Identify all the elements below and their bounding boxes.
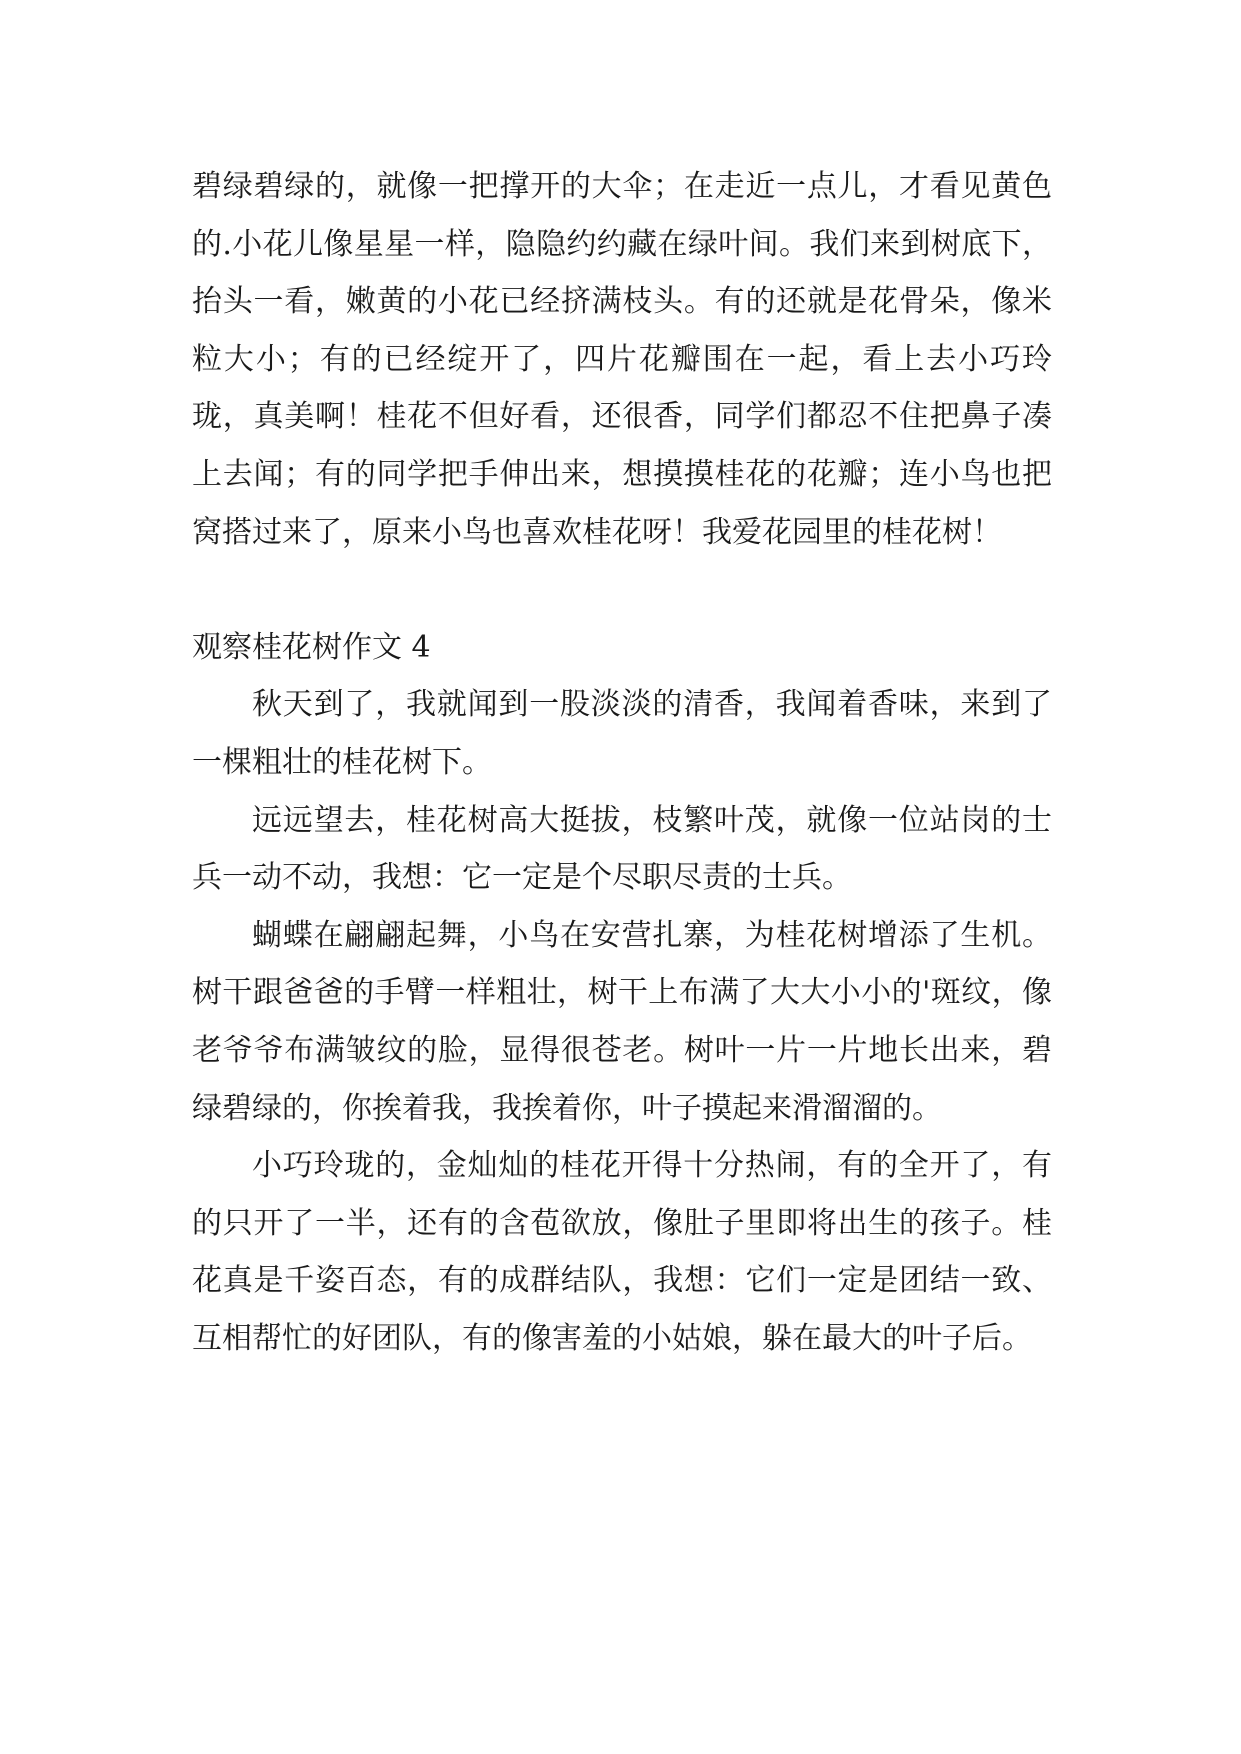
paragraph-4: 小巧玲珑的，金灿灿的桂花开得十分热闹，有的全开了，有的只开了一半，还有的含苞欲放，像肚子里即将出生的孩子。桂花真是千姿百态，有的成群结队，我想：它们一定是团结一致、互相帮忙的好团队，有的像害羞的小姑娘，躲在最大的叶子后。 xyxy=(192,1148,1052,1356)
section-title: 观察桂花树作文 4 xyxy=(192,629,431,665)
paragraph-1: 秋天到了，我就闻到一股淡淡的清香，我闻着香味，来到了一棵粗壮的桂花树下。 xyxy=(192,687,1052,780)
paragraph-2: 远远望去，桂花树高大挺拔，枝繁叶茂，就像一位站岗的士兵一动不动，我想：它一定是个尽职尽责的士兵。 xyxy=(192,802,1052,896)
section-gap xyxy=(192,561,1052,619)
paragraph-continued: 碧绿碧绿的，就像一把撑开的大伞；在走近一点儿，才看见黄色的.小花儿像星星一样，隐隐约约藏在绿叶间。我们来到树底下，抬头一看，嫩黄的小花已经挤满枝头。有的还就是花骨朵，像米粒大小；有的已经绽开了，四片花瓣围在一起，看上去小巧玲珑，真美啊！桂花不但好看，还很香，同学们都忍不住把鼻子凑上去闻；有的同学把手伸出来，想摸摸桂花的花瓣；连小鸟也把窝搭过来了，原来小鸟也喜欢桂花呀！我爱花园里的桂花树！ xyxy=(192,169,1052,550)
document-body xyxy=(192,158,1052,1367)
paragraph-3: 蝴蝶在翩翩起舞，小鸟在安营扎寨，为桂花树增添了生机。树干跟爸爸的手臂一样粗壮，树干上布满了大大小小的'斑纹，像老爷爷布满皱纹的脸，显得很苍老。树叶一片一片地长出来，碧绿碧绿的，你挨着我，我挨着你，叶子摸起来滑溜溜的。 xyxy=(192,917,1052,1126)
